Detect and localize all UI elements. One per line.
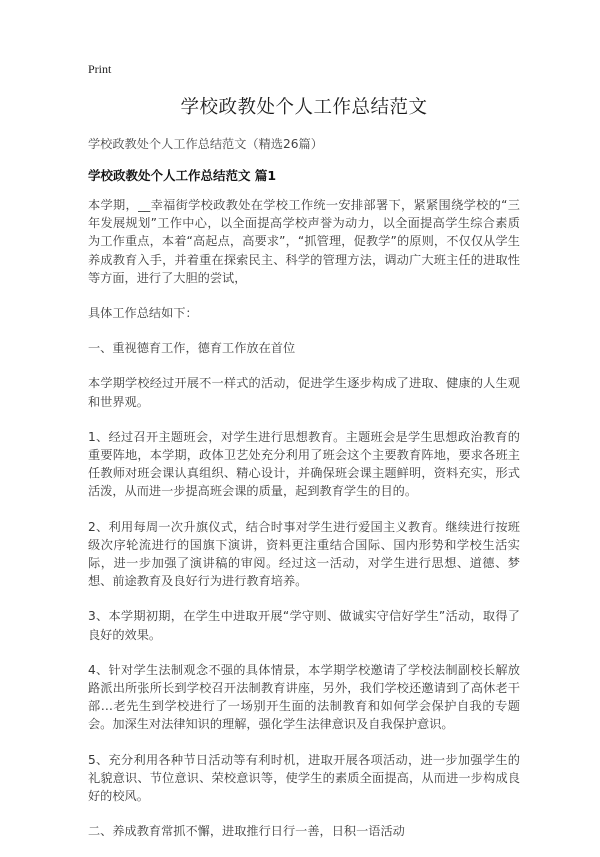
paragraph-intro: 本学期，__幸福街学校政教处在学校工作统一安排部署下，紧紧围绕学校的“三年发展规划”工作中心，以全面提高学校声誉为动力，以全面提高学生综合素质为工作重点，本着“高起点，高要求”，“抓管理，促教学”的原则，不仅仅从学生养成教育入手，并着重在探索民主、科学的管理方法，调动广大班主任的进取性等方面，进行了大胆的尝试， xyxy=(88,198,520,285)
section-heading: 学校政教处个人工作总结范文 篇1 xyxy=(88,168,277,183)
paragraph-item-1: 1、经过召开主题班会，对学生进行思想教育。主题班会是学生思想政治教育的重要阵地，本学期，政体卫艺处充分利用了班会这个主要教育阵地，要求各班主任教师对班会课认真组织、精心设计，并确保班会课主题鲜明，资料充实，形式活泼，从而进一步提高班会课的质量，起到教育学生的目的。 xyxy=(88,429,520,499)
document-page xyxy=(88,62,520,857)
paragraph-item-4: 4、针对学生法制观念不强的具体情景，本学期学校邀请了学校法制副校长解放路派出所张所长到学校召开法制教育讲座，另外，我们学校还邀请到了高休老干部…老先生到学校进行了一场别开生面的法制教育和如何学会保护自我的专题会。加深生对法律知识的理解，强化学生法律意识及自我保护意识。 xyxy=(88,662,520,732)
paragraph-item-3: 3、本学期初期，在学生中进取开展“学守则、做诚实守信好学生”活动，取得了良好的效果。 xyxy=(88,609,520,642)
paragraph-heading-1: 一、重视德育工作，德育工作放在首位 xyxy=(88,341,296,356)
paragraph-item-5: 5、充分利用各种节日活动等有利时机，进取开展各项活动，进一步加强学生的礼貌意识、节位意识、荣校意识等，使学生的素质全面提高，从而进一步构成良好的校风。 xyxy=(88,752,520,804)
paragraph-summary-label: 具体工作总结如下： xyxy=(88,306,198,321)
document-title: 学校政教处个人工作总结范文 xyxy=(180,97,428,118)
paragraph: 本学期学校经过开展不一样式的活动，促进学生逐步构成了进取、健康的人生观和世界观。 xyxy=(88,376,520,409)
print-link[interactable]: Print xyxy=(88,62,112,76)
document-subtitle: 学校政教处个人工作总结范文（精选26篇） xyxy=(88,137,323,151)
paragraph-heading-2: 二、养成教育常抓不懈，进取推行日行一善，日积一语活动 xyxy=(88,824,405,839)
paragraph-item-2: 2、利用每周一次升旗仪式，结合时事对学生进行爱国主义教育。继续进行按班级次序轮流进行的国旗下演讲，资料更注重结合国际、国内形势和学校生活实际，进一步加强了演讲稿的审阅。经过这一活动，对学生进行思想、道德、梦想、前途教育及良好行为进行教育培养。 xyxy=(88,519,520,589)
